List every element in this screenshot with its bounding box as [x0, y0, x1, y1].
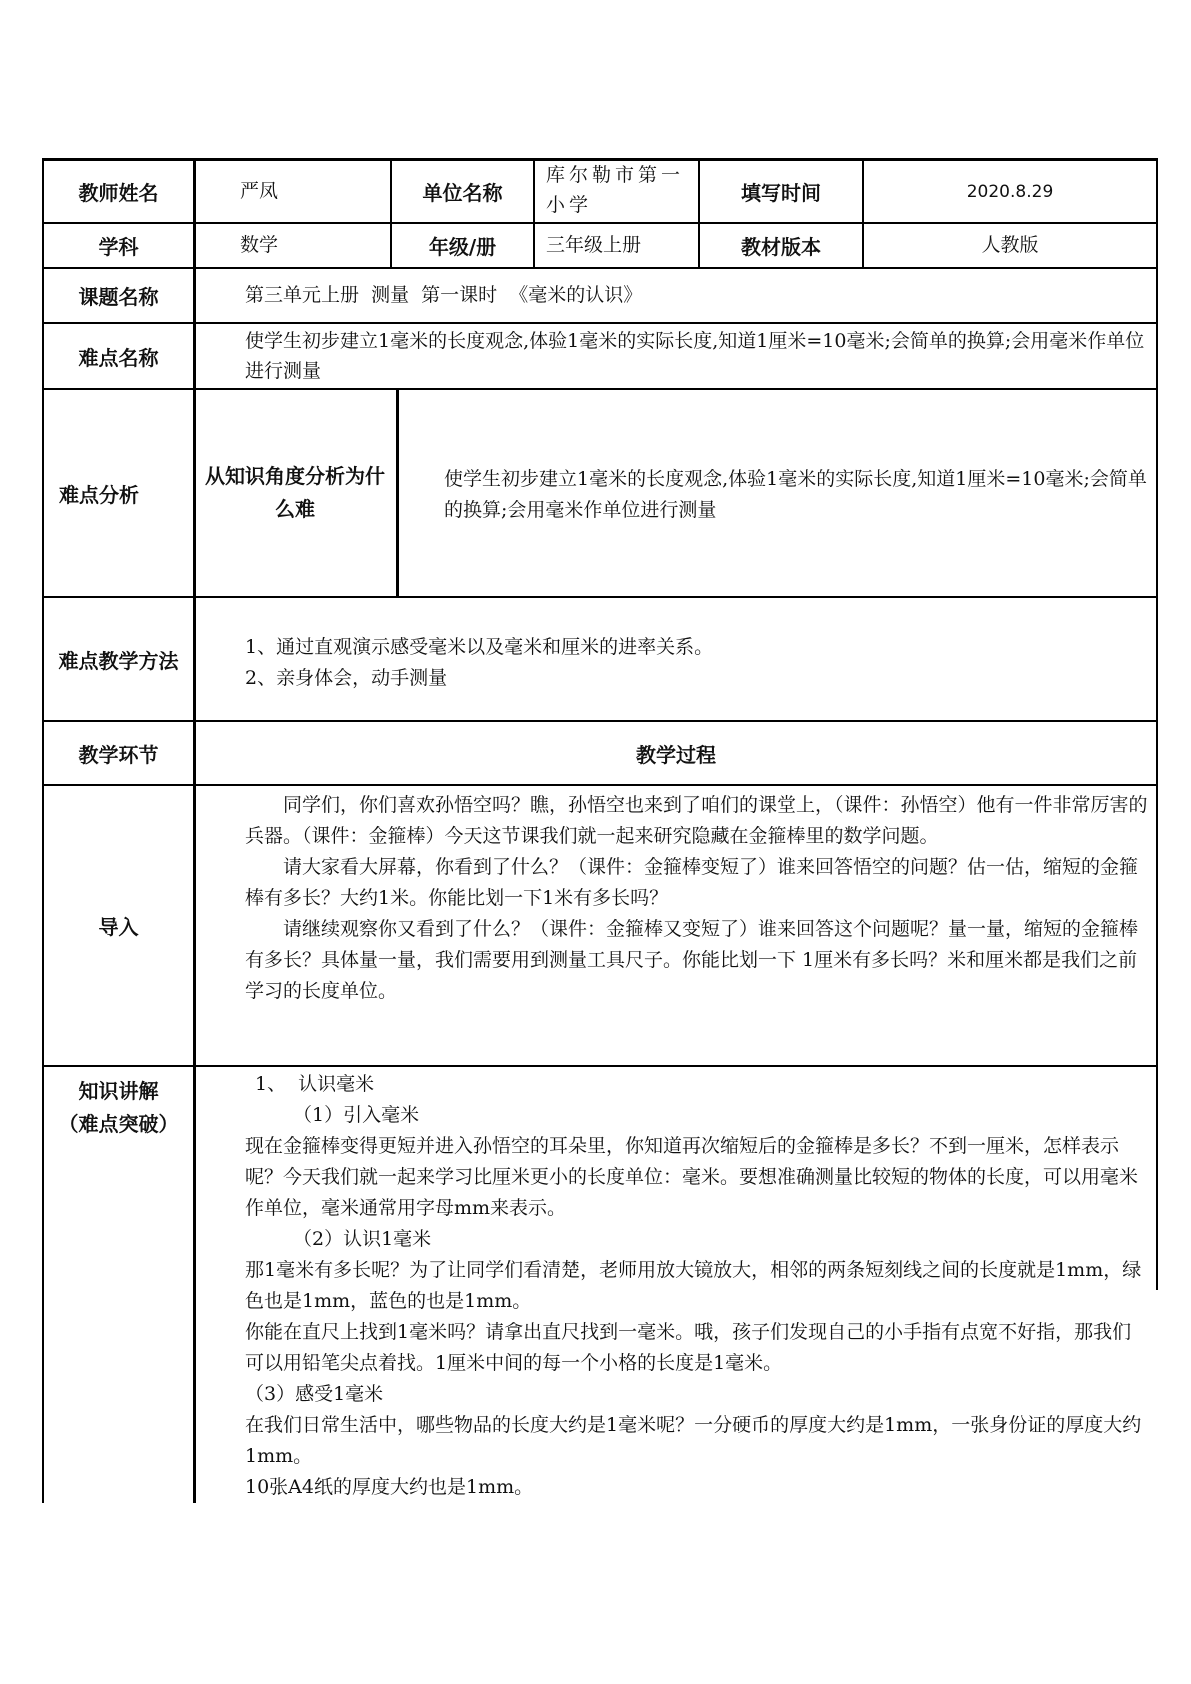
knowledge-label	[44, 1075, 193, 1145]
topic-value: 第三单元上册 测量 第一课时 《毫米的认识》	[245, 284, 643, 306]
grade-label: 年级/册	[428, 235, 497, 259]
stage-header: 教学环节	[78, 742, 159, 767]
intro-content	[245, 790, 1148, 1060]
row-divider	[42, 322, 1158, 324]
teacher-name-label: 教师姓名	[78, 181, 159, 205]
knowledge-heading: 1、 认识毫米	[255, 1073, 375, 1095]
intro-paragraph: 请继续观察你又看到了什么？（课件：金箍棒又变短了）谁来回答这个问题呢？量一量，缩短的金箍棒有多长？具体量一量，我们需要用到测量工具尺子。你能比划一下 1厘米有多长吗？米和厘米都是我们之前学习的长度单位。	[245, 918, 1139, 1002]
intro-paragraph: 同学们，你们喜欢孙悟空吗？瞧，孙悟空也来到了咱们的课堂上，（课件：孙悟空）他有一件非常厉害的兵器。（课件：金箍棒）今天这节课我们就一起来研究隐藏在金箍棒里的数学问题。	[245, 794, 1148, 847]
process-header: 教学过程	[636, 742, 716, 767]
knowledge-content	[245, 1069, 1147, 1499]
difficulty-value: 使学生初步建立1毫米的长度观念,体验1毫米的实际长度,知道1厘米=10毫米;会简单的换算;会用毫米作单位进行测量	[245, 330, 1145, 382]
method-item: 2、亲身体会，动手测量	[245, 667, 448, 689]
intro-paragraph: 请大家看大屏幕，你看到了什么？（课件：金箍棒变短了）谁来回答悟空的问题？估一估，缩短的金箍棒有多长？大约1米。你能比划一下1米有多长吗？	[245, 856, 1139, 909]
method-items	[245, 632, 1125, 696]
method-label: 难点教学方法	[58, 648, 179, 673]
date-value: 2020.8.29	[966, 181, 1054, 202]
subject-label: 学科	[98, 235, 139, 259]
knowledge-sub-heading: （3）感受1毫米	[245, 1383, 384, 1405]
edition-label: 教材版本	[741, 235, 821, 259]
knowledge-paragraph: 那1毫米有多长呢？为了让同学们看清楚，老师用放大镜放大，相邻的两条短刻线之间的长度就是1mm，绿色也是1mm，蓝色的也是1mm。	[245, 1259, 1142, 1312]
analysis-value: 使学生初步建立1毫米的长度观念,体验1毫米的实际长度,知道1厘米=10毫米;会简单的换算;会用毫米作单位进行测量	[444, 468, 1147, 521]
knowledge-sub-heading: （1）引入毫米	[293, 1104, 420, 1126]
edition-value: 人教版	[981, 234, 1039, 256]
unit-name-label: 单位名称	[422, 181, 503, 205]
date-label: 填写时间	[741, 181, 821, 205]
table-border-right	[1156, 158, 1158, 1290]
analysis-label: 难点分析	[59, 482, 139, 507]
unit-name-value: 库尔勒市第一小学	[546, 164, 685, 216]
teacher-name-value: 严凤	[240, 180, 279, 202]
method-item: 1、通过直观演示感受毫米以及毫米和厘米的进率关系。	[245, 636, 714, 658]
knowledge-paragraph: 10张A4纸的厚度大约也是1mm。	[245, 1476, 534, 1498]
topic-label: 课题名称	[78, 285, 159, 309]
row-divider	[42, 596, 1158, 598]
knowledge-paragraph: 你能在直尺上找到1毫米吗？请拿出直尺找到一毫米。哦，孩子们发现自己的小手指有点宽不好指，那我们可以用铅笔尖点着找。1厘米中间的每一个小格的长度是1毫米。	[245, 1321, 1132, 1374]
knowledge-paragraph: 在我们日常生活中，哪些物品的长度大约是1毫米呢？一分硬币的厚度大约是1mm，一张身份证的厚度大约1mm。	[245, 1414, 1142, 1467]
row-divider	[42, 784, 1158, 786]
difficulty-label: 难点名称	[78, 345, 159, 370]
row-divider	[42, 388, 1158, 390]
knowledge-label-line1: 知识讲解	[78, 1079, 159, 1103]
grade-value: 三年级上册	[546, 234, 642, 256]
knowledge-sub-heading: （2）认识1毫米	[293, 1228, 432, 1250]
label-column-divider	[193, 158, 196, 1503]
knowledge-paragraph: 现在金箍棒变得更短并进入孙悟空的耳朵里，你知道再次缩短后的金箍棒是多长？不到一厘米，怎样表示呢？今天我们就一起来学习比厘米更小的长度单位：毫米。要想准确测量比较短的物体的长度，可以用毫米作单位，毫米通常用字母mm来表示。	[245, 1135, 1139, 1219]
analysis-sub-label: 从知识角度分析为什么难	[205, 464, 385, 521]
subject-value: 数学	[240, 234, 279, 256]
row-divider	[42, 1065, 1158, 1067]
column-divider	[533, 158, 535, 267]
analysis-divider	[396, 388, 399, 596]
knowledge-label-line2: （难点突破）	[58, 1112, 179, 1136]
intro-label: 导入	[98, 915, 139, 939]
